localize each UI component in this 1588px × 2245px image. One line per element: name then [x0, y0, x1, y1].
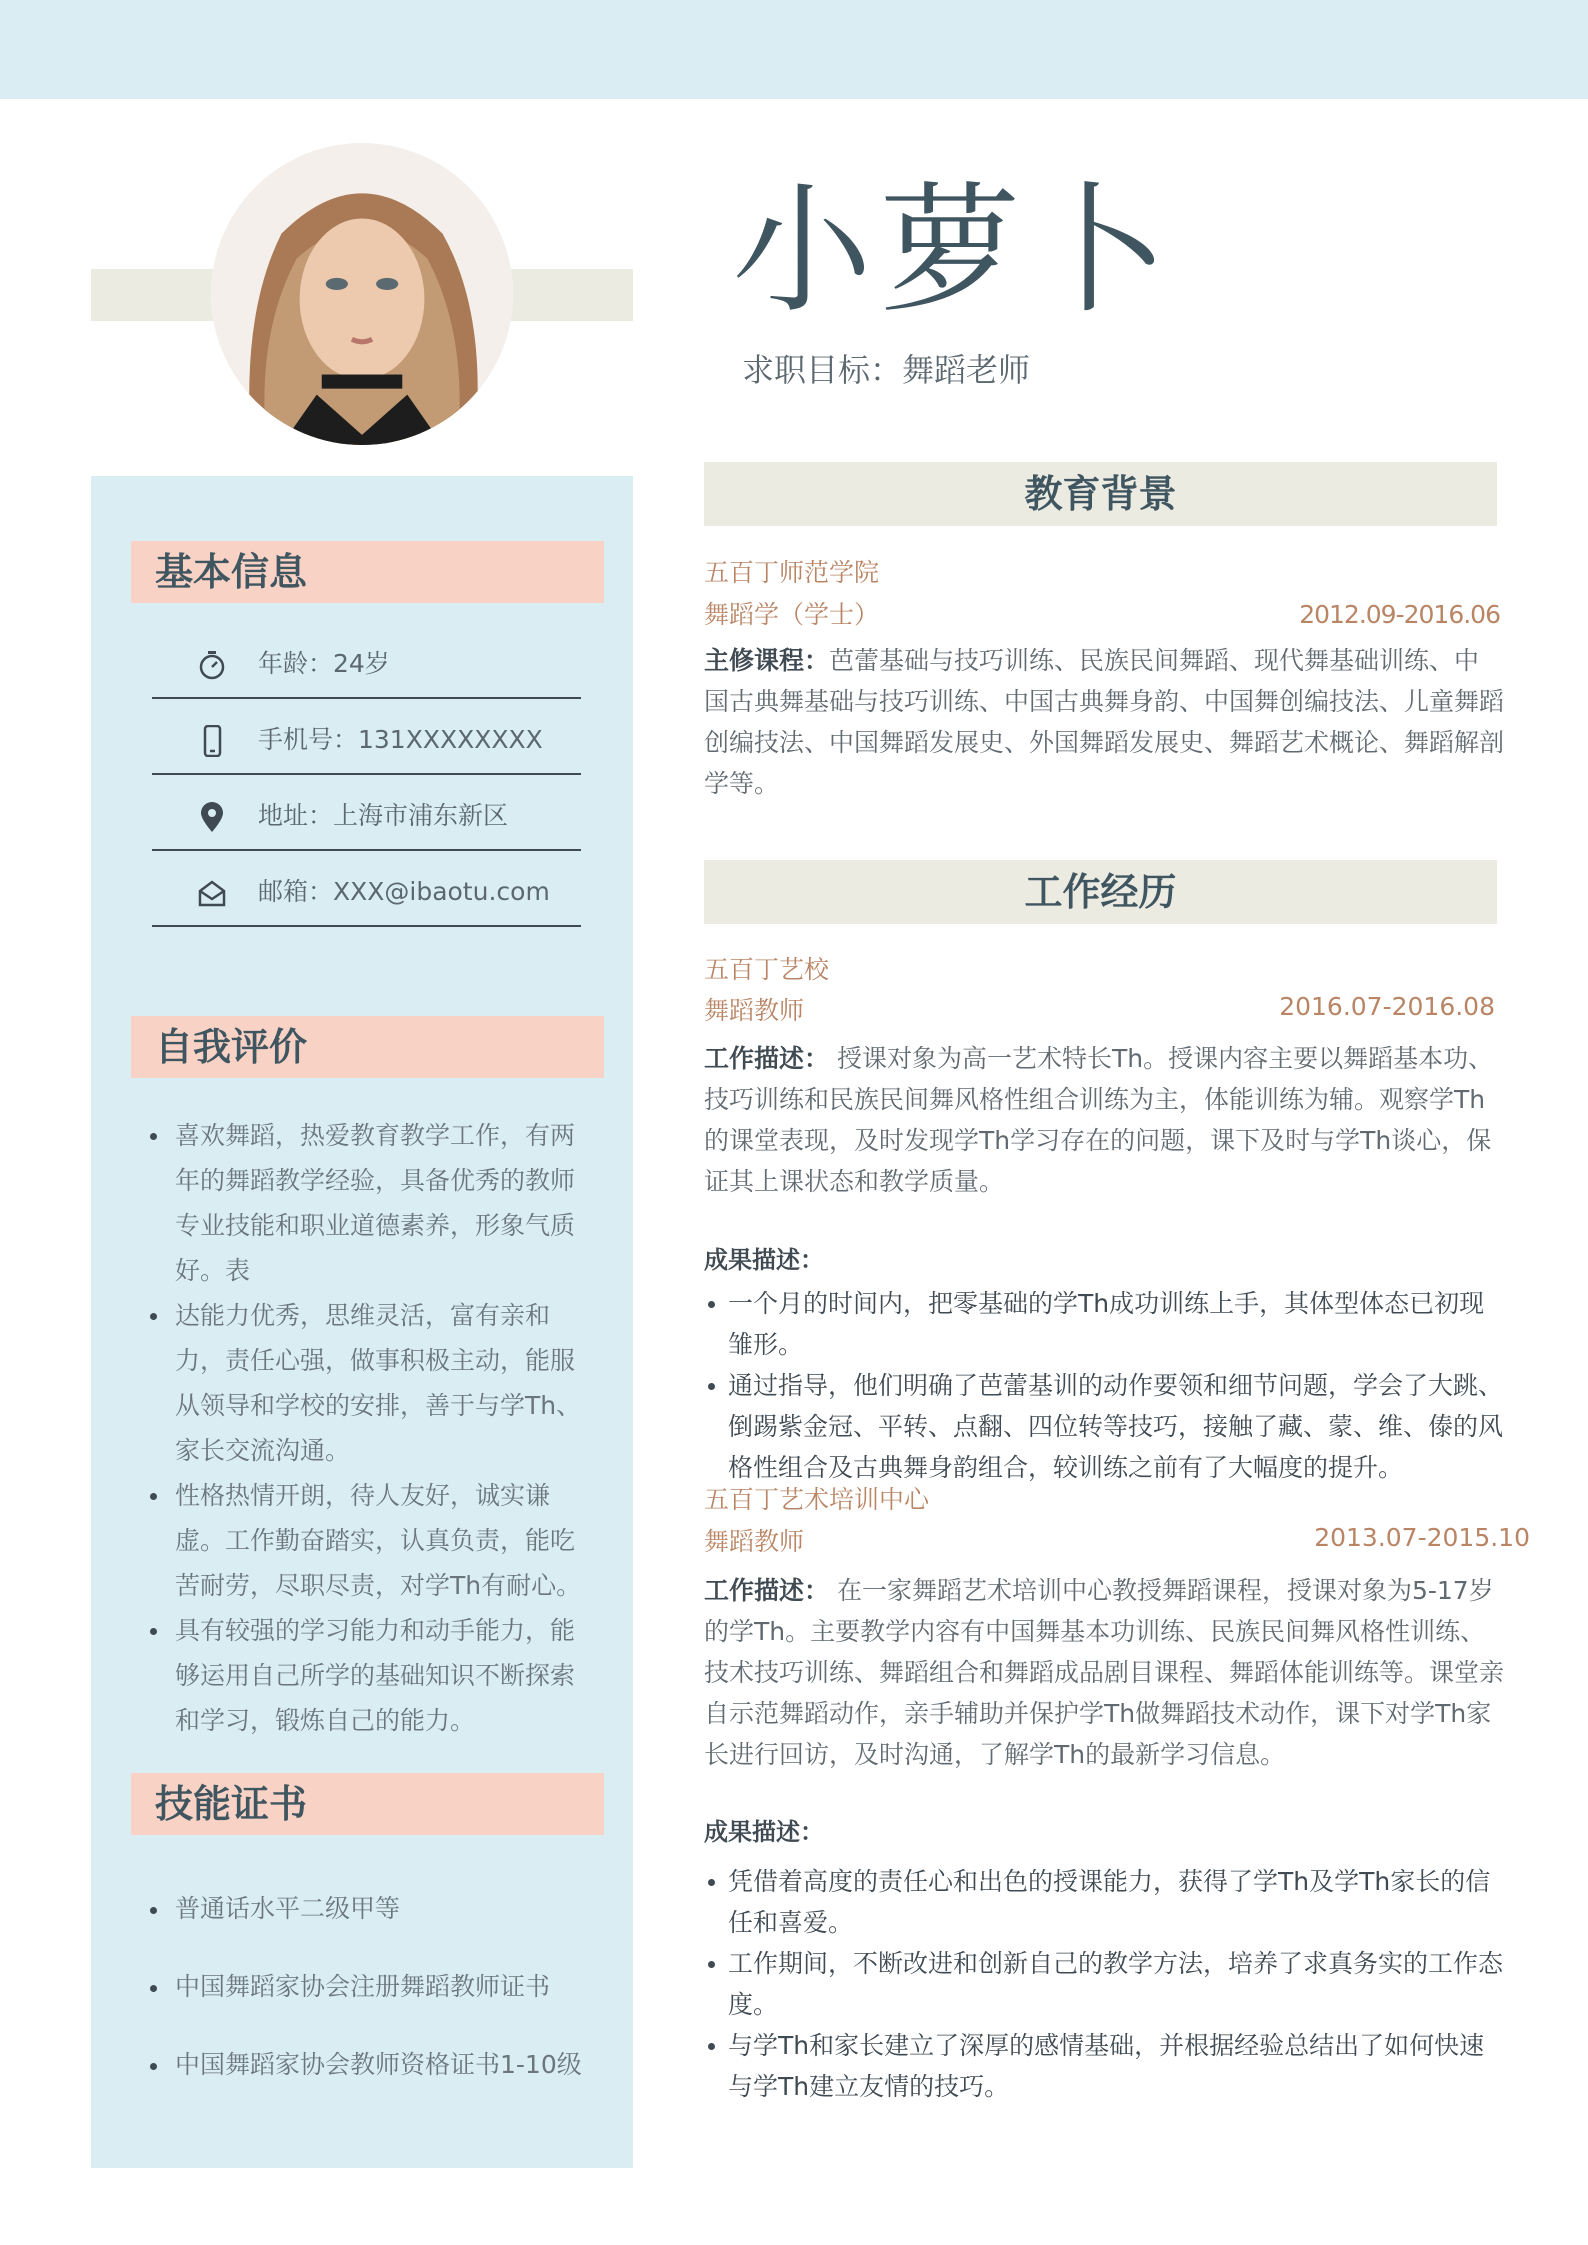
- job-1-role: 舞蹈教师: [704, 996, 805, 1025]
- top-banner: [0, 0, 1588, 99]
- job-objective: 求职目标：舞蹈老师: [742, 351, 1031, 389]
- education-heading: [704, 462, 1497, 526]
- job-1-desc-text: 授课对象为高一艺术特长Th。授课内容主要以舞蹈基本功、技巧训练和民族民间舞风格性组合训练为主，体能训练为辅。观察学Th的课堂表现，及时发现学Th学习存在的问题，课下及时与学Th谈心，保证其上课状态和教学质量。: [704, 1044, 1494, 1196]
- work-heading: [704, 860, 1497, 924]
- job-1-org: 五百丁艺校: [704, 955, 830, 984]
- job-2-role: 舞蹈教师: [704, 1527, 805, 1556]
- education-courses: [704, 640, 1504, 804]
- job-1-date: 2016.07-2016.08: [1279, 992, 1495, 1021]
- job-2-results: [706, 1861, 1506, 2107]
- job-1-result-label: 成果描述：: [704, 1246, 824, 1274]
- job-2-date: 2013.07-2015.10: [1314, 1523, 1530, 1552]
- email-text: 邮箱：XXX@ibaotu.com: [258, 877, 550, 906]
- job-2-org: 五百丁艺术培训中心: [704, 1485, 930, 1514]
- job-1-results: [706, 1283, 1506, 1488]
- self-evaluation-heading-text: 自我评价: [155, 1025, 308, 1069]
- candidate-name: 小萝卜: [732, 170, 1177, 333]
- info-row-email: [152, 851, 581, 927]
- work-heading-text: 工作经历: [1024, 870, 1177, 914]
- list-item: 普通话水平二级甲等: [150, 1892, 610, 1926]
- phone-text: 手机号：131XXXXXXXX: [258, 725, 543, 754]
- list-item: 达能力优秀，思维灵活，富有亲和力，责任心强，做事积极主动，能服从领导和学校的安排，善于与学Th、家长交流沟通。: [150, 1293, 590, 1473]
- stopwatch-icon: [197, 649, 227, 681]
- list-item: 喜欢舞蹈，热爱教育教学工作，有两年的舞蹈教学经验，具备优秀的教师专业技能和职业道德素养，形象气质好。表: [150, 1113, 590, 1293]
- info-row-phone: [152, 699, 581, 775]
- certificates-heading-text: 技能证书: [155, 1782, 308, 1826]
- self-evaluation-list: [150, 1113, 590, 1743]
- phone-icon: [197, 725, 227, 757]
- education-heading-text: 教育背景: [1024, 472, 1177, 516]
- age-text: 年龄：24岁: [258, 649, 390, 678]
- job-2-desc-text: 在一家舞蹈艺术培训中心教授舞蹈课程，授课对象为5-17岁的学Th。主要教学内容有中国舞基本功训练、民族民间舞风格性训练、技术技巧训练、舞蹈组合和舞蹈成品剧目课程、舞蹈体能训练等。课堂亲自示范舞蹈动作，亲手辅助并保护学Th做舞蹈技术动作，课下对学Th家长进行回访，及时沟通，了解学Th的最新学习信息。: [704, 1576, 1505, 1769]
- list-item: 通过指导，他们明确了芭蕾基训的动作要领和细节问题，学会了大跳、倒踢紫金冠、平转、点翻、四位转等技巧，接触了藏、蒙、维、傣的风格性组合及古典舞身韵组合，较训练之前有了大幅度的提升。: [706, 1365, 1506, 1488]
- list-item: 工作期间，不断改进和创新自己的教学方法，培养了求真务实的工作态度。: [706, 1943, 1506, 2025]
- certificates-heading: [131, 1773, 604, 1835]
- list-item: 与学Th和家长建立了深厚的感情基础，并根据经验总结出了如何快速与学Th建立友情的技巧。: [706, 2025, 1506, 2107]
- list-item: 中国舞蹈家协会注册舞蹈教师证书: [150, 1970, 610, 2004]
- job-2-description: [704, 1570, 1504, 1775]
- info-row-age: [152, 623, 581, 699]
- mail-icon: [197, 877, 227, 909]
- education-major: 舞蹈学（学士）: [704, 600, 880, 629]
- courses-label: 主修课程：: [704, 646, 830, 675]
- job-1-description: [704, 1038, 1504, 1202]
- basic-info-heading-text: 基本信息: [155, 550, 308, 594]
- info-row-address: [152, 775, 581, 851]
- job-2-result-label: 成果描述：: [704, 1818, 824, 1846]
- self-evaluation-heading: [131, 1016, 604, 1078]
- list-item: 凭借着高度的责任心和出色的授课能力，获得了学Th及学Th家长的信任和喜爱。: [706, 1861, 1506, 1943]
- list-item: 具有较强的学习能力和动手能力，能够运用自己所学的基础知识不断探索和学习，锻炼自己的能力。: [150, 1608, 590, 1743]
- education-school: 五百丁师范学院: [704, 558, 880, 587]
- location-pin-icon: [197, 801, 227, 833]
- avatar: [211, 143, 513, 445]
- list-item: 性格热情开朗，待人友好，诚实谦虚。工作勤奋踏实，认真负责，能吃苦耐劳，尽职尽责，对学Th有耐心。: [150, 1473, 590, 1608]
- list-item: 一个月的时间内，把零基础的学Th成功训练上手，其体型体态已初现雏形。: [706, 1283, 1506, 1365]
- job-1-desc-label: 工作描述：: [704, 1044, 830, 1073]
- address-text: 地址：上海市浦东新区: [258, 801, 509, 830]
- list-item: 中国舞蹈家协会教师资格证书1-10级: [150, 2048, 610, 2082]
- courses-text: 芭蕾基础与技巧训练、民族民间舞蹈、现代舞基础训练、中国古典舞基础与技巧训练、中国古典舞身韵、中国舞创编技法、儿童舞蹈创编技法、中国舞蹈发展史、外国舞蹈发展史、舞蹈艺术概论、舞蹈解剖学等。: [704, 646, 1505, 798]
- education-date: 2012.09-2016.06: [1299, 600, 1500, 629]
- avatar-portrait: [211, 143, 513, 445]
- basic-info-heading: [131, 541, 604, 603]
- job-2-desc-label: 工作描述：: [704, 1576, 830, 1605]
